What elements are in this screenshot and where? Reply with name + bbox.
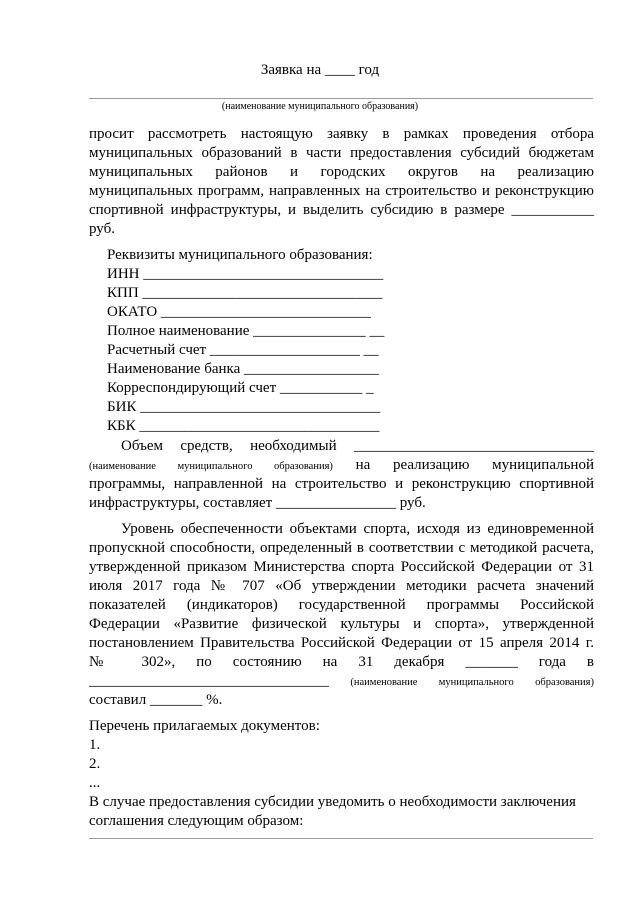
level-line-3: утвержденной приказом Министерства спорта Российской Федерации от 31 xyxy=(89,559,594,575)
requisite-account: Расчетный счет ____________________ __ xyxy=(107,342,379,358)
request-line-2: муниципальных образований в части предоставления субсидий бюджетам xyxy=(89,145,594,161)
level-line-7: постановлением Правительства Российской Федерации от 15 апреля 2014 г. xyxy=(89,635,594,651)
requisite-okato: ОКАТО ____________________________ xyxy=(107,304,371,320)
level-line-6: Федерации «Развитие физической культуры и спорта», утвержденной xyxy=(89,616,594,632)
requisites-heading: Реквизиты муниципального образования: xyxy=(107,247,373,263)
level-line-5: показателей (индикаторов) государственной программы Российской xyxy=(89,597,594,613)
municipality-name-line xyxy=(89,98,593,99)
documents-heading: Перечень прилагаемых документов: xyxy=(89,718,320,734)
funds-municipality-caption: (наименование муниципального образования) xyxy=(89,461,333,472)
document-item-1: 1. xyxy=(89,737,101,753)
document-item-more: ... xyxy=(89,775,101,791)
notice-line-2: соглашения следующим образом: xyxy=(89,813,304,829)
level-blank: ________________________________ xyxy=(89,673,329,689)
level-line-2: пропускной способности, определенный в соответствии с методикой расчета, xyxy=(89,540,594,556)
funds-line-1: Объем средств, необходимый ________________________________ xyxy=(121,438,594,454)
level-line-9 xyxy=(89,672,594,692)
funds-line-2-rest: на реализацию муниципальной xyxy=(332,457,594,473)
funds-line-4: инфраструктуры, составляет ________________ руб. xyxy=(89,495,426,511)
level-municipality-caption: (наименование муниципального образования) xyxy=(329,677,594,688)
funds-line-2 xyxy=(89,456,594,476)
page-title: Заявка на ____ год xyxy=(260,62,380,78)
level-line-8: № 302», по состоянию на 31 декабря _______ года в xyxy=(89,654,594,670)
requisite-bik: БИК ________________________________ xyxy=(107,399,381,415)
level-line-1: Уровень обеспеченности объектами спорта, исходя из единовременной xyxy=(121,521,594,537)
request-line-1: просит рассмотреть настоящую заявку в рамках проведения отбора xyxy=(89,126,594,142)
request-line-4: муниципальных программ, направленных на строительство и реконструкцию xyxy=(89,183,594,199)
document-item-2: 2. xyxy=(89,756,101,772)
funds-line-3: программы, направленной на строительство и реконструкцию спортивной xyxy=(89,476,594,492)
request-line-6: руб. xyxy=(89,221,115,237)
requisite-kpp: КПП ________________________________ xyxy=(107,285,383,301)
notice-line-1: В случае предоставления субсидии уведомить о необходимости заключения xyxy=(89,794,576,810)
request-line-5: спортивной инфраструктуры, и выделить субсидию в размере ___________ xyxy=(89,202,594,218)
level-line-4: июля 2017 года № 707 «Об утверждении методики расчета значений xyxy=(89,578,594,594)
requisite-kbk: КБК ________________________________ xyxy=(107,418,380,434)
requisite-full-name: Полное наименование _______________ __ xyxy=(107,323,385,339)
level-line-10: составил _______ %. xyxy=(89,692,223,708)
requisite-bank-name: Наименование банка __________________ xyxy=(107,361,379,377)
requisite-corr-account: Корреспондирующий счет ___________ _ xyxy=(107,380,374,396)
notice-method-line xyxy=(89,838,593,839)
municipality-caption: (наименование муниципального образования) xyxy=(221,101,419,112)
request-line-3: муниципальных районов и городских округов на реализацию xyxy=(89,164,594,180)
requisite-inn: ИНН ________________________________ xyxy=(107,266,384,282)
